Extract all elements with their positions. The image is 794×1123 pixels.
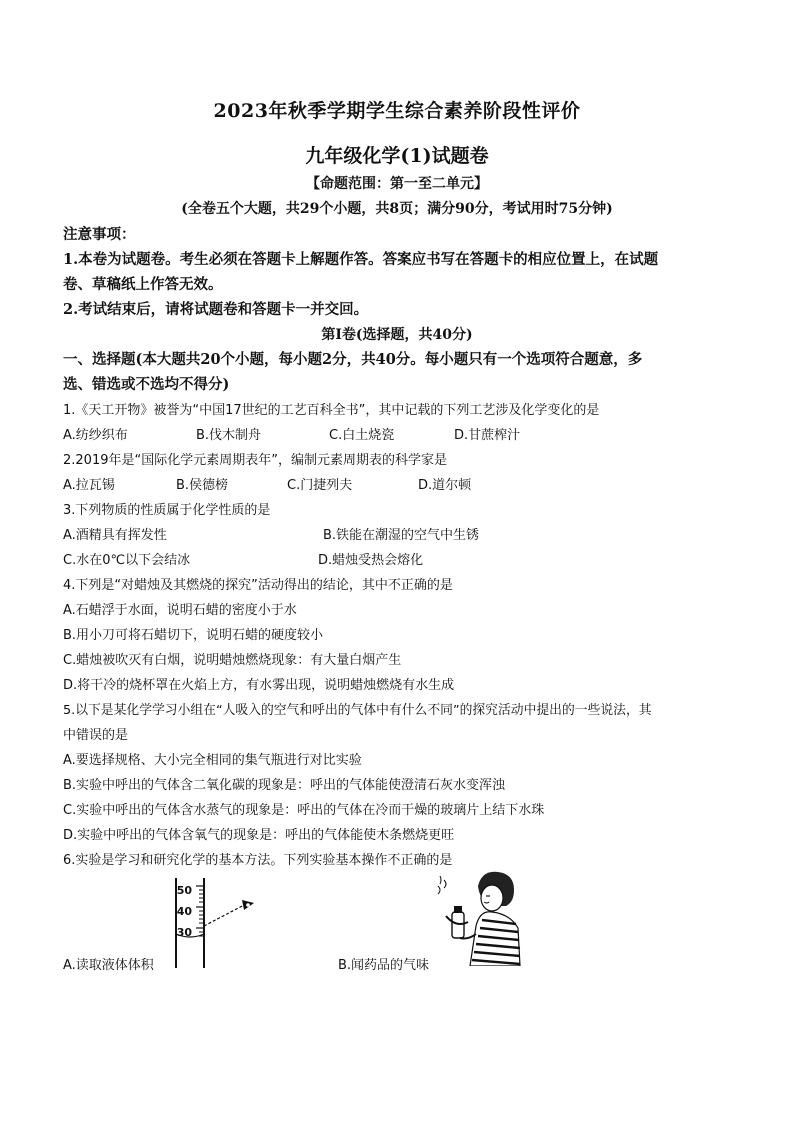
question-4-stem: 4.下列是“对蜡烛及其燃烧的探究”活动得出的结论，其中不正确的是 bbox=[63, 578, 453, 593]
question-4-option-d: D.将干冷的烧杯罩在火焰上方，有水雾出现，说明蜡烛燃烧有水生成 bbox=[63, 678, 455, 693]
question-1-option-d: D.甘蔗榨汁 bbox=[454, 428, 521, 443]
question-3-option-a: A.酒精具有挥发性 bbox=[63, 528, 167, 543]
notice-item-1-line-2: 卷、草稿纸上作答无效。 bbox=[63, 276, 223, 293]
question-2-stem: 2.2019年是“国际化学元素周期表年”，编制元素周期表的科学家是 bbox=[63, 453, 447, 468]
question-4-option-a: A.石蜡浮于水面，说明石蜡的密度小于水 bbox=[63, 603, 297, 618]
question-4-option-c: C.蜡烛被吹灭有白烟，说明蜡烛燃烧现象：有大量白烟产生 bbox=[63, 653, 402, 668]
scale-label-40: 40 bbox=[176, 905, 192, 918]
exam-scope: 【命题范围：第一至二单元】 bbox=[306, 176, 488, 192]
question-1-option-b: B.伐木制舟 bbox=[196, 428, 262, 443]
question-2-option-d: D.道尔顿 bbox=[418, 478, 472, 493]
question-3-option-d: D.蜡烛受热会熔化 bbox=[318, 553, 424, 568]
question-5-option-a: A.要选择规格、大小完全相同的集气瓶进行对比实验 bbox=[63, 753, 362, 768]
exam-title: 2023年秋季学期学生综合素养阶段性评价 bbox=[213, 100, 581, 122]
part-heading-line-2: 选、错选或不选均不得分) bbox=[63, 376, 230, 393]
question-1-stem: 1.《天工开物》被誉为“中国17世纪的工艺百科全书”，其中记载的下列工艺涉及化学变化的是 bbox=[63, 403, 600, 418]
question-4-option-b: B.用小刀可将石蜡切下，说明石蜡的硬度较小 bbox=[63, 628, 324, 643]
question-5-option-b: B.实验中呼出的气体含二氧化碳的现象是：呼出的气体能使澄清石灰水变浑浊 bbox=[63, 778, 506, 793]
notice-item-2: 2.考试结束后，请将试题卷和答题卡一并交回。 bbox=[63, 301, 369, 318]
exam-info: (全卷五个大题，共29个小题，共8页；满分90分，考试用时75分钟) bbox=[181, 201, 613, 217]
scale-label-30: 30 bbox=[176, 926, 192, 939]
question-2-option-a: A.拉瓦锡 bbox=[63, 478, 115, 493]
cylinder-scale-labels bbox=[168, 876, 208, 946]
section-title: 第Ⅰ卷(选择题，共40分) bbox=[321, 327, 473, 343]
question-5-stem-line-1: 5.以下是某化学学习小组在“人吸入的空气和呼出的气体中有什么不同”的探究活动中提出的一些说法，其 bbox=[63, 703, 652, 718]
question-1-option-a: A.纺纱织布 bbox=[63, 428, 128, 443]
part-heading-line-1: 一、选择题(本大题共20个小题，每小题2分，共40分。每小题只有一个选项符合题意，多 bbox=[63, 351, 643, 368]
question-3-stem: 3.下列物质的性质属于化学性质的是 bbox=[63, 503, 271, 518]
question-5-stem-line-2: 中错误的是 bbox=[63, 728, 129, 743]
exam-subtitle: 九年级化学(1)试题卷 bbox=[305, 145, 489, 167]
notice-heading: 注意事项： bbox=[63, 226, 136, 243]
question-6-stem: 6.实验是学习和研究化学的基本方法。下列实验基本操作不正确的是 bbox=[63, 853, 453, 868]
question-6-option-b: B.闻药品的气味 bbox=[338, 958, 430, 973]
question-1-option-c: C.白土烧瓷 bbox=[329, 428, 395, 443]
question-5-option-c: C.实验中呼出的气体含水蒸气的现象是：呼出的气体在冷而干燥的玻璃片上结下水珠 bbox=[63, 803, 545, 818]
smelling-chemical-figure bbox=[432, 868, 524, 966]
question-6-option-a: A.读取液体体积 bbox=[63, 958, 154, 973]
question-3-option-c: C.水在0℃以下会结冰 bbox=[63, 553, 191, 568]
question-3-option-b: B.铁能在潮湿的空气中生锈 bbox=[323, 528, 480, 543]
question-5-option-d: D.实验中呼出的气体含氧气的现象是：呼出的气体能使木条燃烧更旺 bbox=[63, 828, 455, 843]
scale-label-50: 50 bbox=[176, 884, 192, 897]
question-2-option-c: C.门捷列夫 bbox=[287, 478, 353, 493]
notice-item-1-line-1: 1.本卷为试题卷。考生必须在答题卡上解题作答。答案应书写在答题卡的相应位置上，在试题 bbox=[63, 251, 659, 268]
question-2-option-b: B.侯德榜 bbox=[176, 478, 229, 493]
